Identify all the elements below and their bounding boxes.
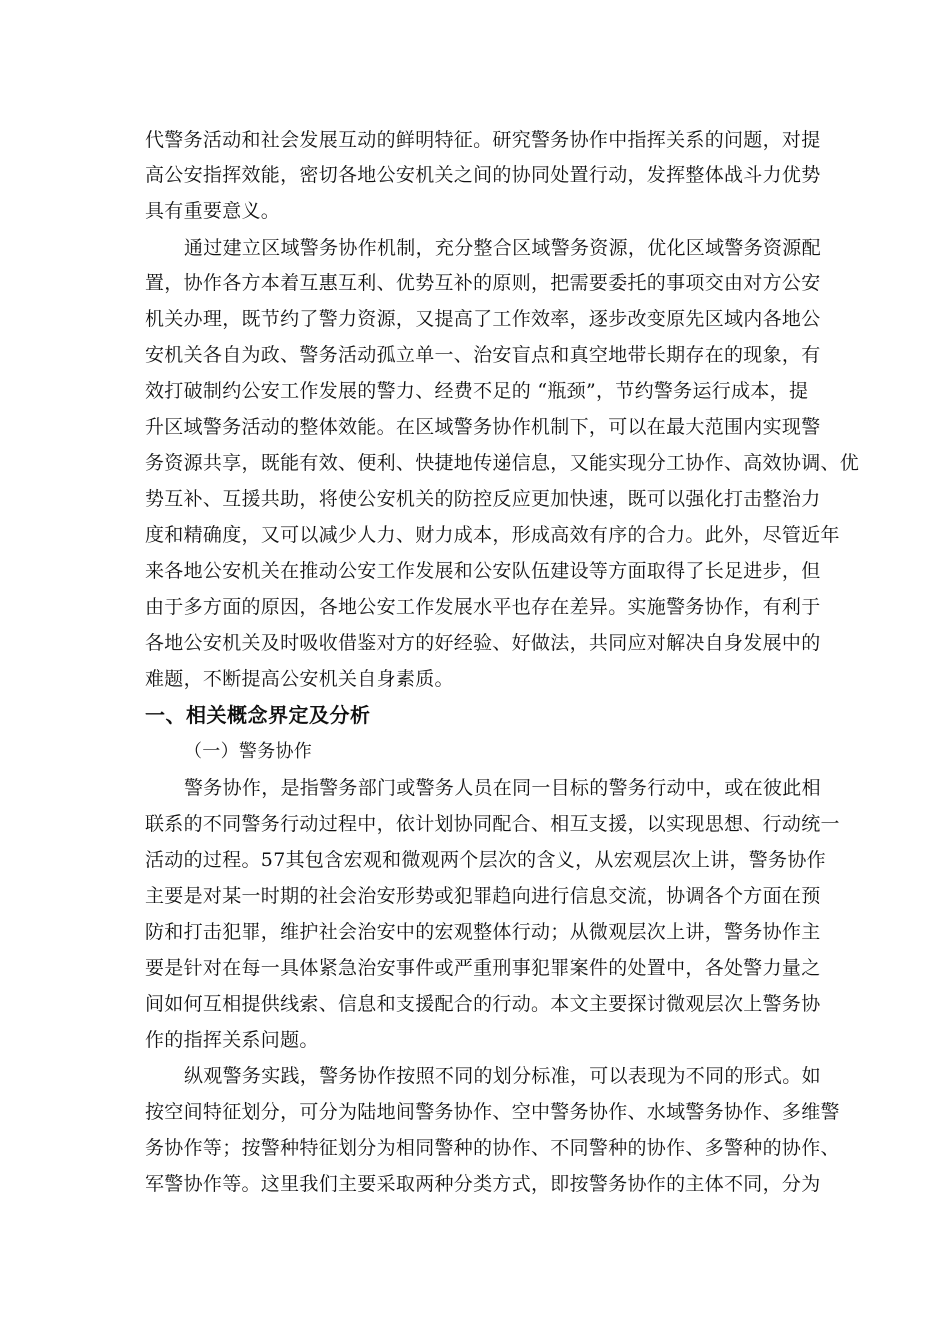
- text-line: 置，协作各方本着互惠互利、优势互补的原则，把需要委托的事项交由对方公安: [145, 272, 821, 294]
- text-line: 各地公安机关及时吸收借鉴对方的好经验、好做法，共同应对解决自身发展中的: [145, 632, 821, 654]
- text-line: 军警协作等。这里我们主要采取两种分类方式，即按警务协作的主体不同，分为: [145, 1173, 821, 1195]
- text-line: 来各地公安机关在推动公安工作发展和公安队伍建设等方面取得了长足进步，但: [145, 560, 821, 582]
- text-line: 防和打击犯罪，维护社会治安中的宏观整体行动；从微观层次上讲，警务协作主: [145, 921, 821, 943]
- text-line: 务协作等；按警种特征划分为相同警种的协作、不同警种的协作、多警种的协作、: [145, 1137, 840, 1159]
- text-line: 高公安指挥效能，密切各地公安机关之间的协同处置行动，发挥整体战斗力优势: [145, 164, 821, 186]
- text-line: 纵观警务实践，警务协作按照不同的划分标准，可以表现为不同的形式。如: [184, 1065, 821, 1087]
- text-line: 难题，不断提高公安机关自身素质。: [145, 668, 454, 690]
- text-line: 效打破制约公安工作发展的警力、经费不足的 “瓶颈”，节约警务运行成本，提: [145, 380, 809, 402]
- text-line: 升区域警务活动的整体效能。在区域警务协作机制下，可以在最大范围内实现警: [145, 416, 821, 438]
- text-line: 要是针对在每一具体紧急治安事件或严重刑事犯罪案件的处置中，各处警力量之: [145, 957, 821, 979]
- text-line: 具有重要意义。: [145, 200, 281, 222]
- text-line: 通过建立区域警务协作机制，充分整合区域警务资源，优化区域警务资源配: [184, 237, 821, 259]
- text-line: 联系的不同警务行动过程中，依计划协同配合、相互支援，以实现思想、行动统一: [145, 813, 840, 835]
- text-line: 机关办理，既节约了警力资源，又提高了工作效率，逐步改变原先区域内各地公: [145, 308, 821, 330]
- section-heading: 一、相关概念界定及分析: [145, 703, 371, 727]
- text-line: 安机关各自为政、警务活动孤立单一、治安盲点和真空地带长期存在的现象，有: [145, 344, 821, 366]
- text-line: 警务协作，是指警务部门或警务人员在同一目标的警务行动中，或在彼此相: [184, 777, 821, 799]
- text-line: 作的指挥关系问题。: [145, 1029, 319, 1051]
- text-line: 按空间特征划分，可分为陆地间警务协作、空中警务协作、水域警务协作、多维警: [145, 1101, 840, 1123]
- text-line: 由于多方面的原因，各地公安工作发展水平也存在差异。实施警务协作，有利于: [145, 596, 821, 618]
- text-line: 务资源共享，既能有效、便利、快捷地传递信息，又能实现分工协作、高效协调、优: [145, 452, 860, 474]
- text-line: 间如何互相提供线索、信息和支援配合的行动。本文主要探讨微观层次上警务协: [145, 993, 821, 1015]
- text-line: 代警务活动和社会发展互动的鲜明特征。研究警务协作中指挥关系的问题，对提: [145, 129, 821, 151]
- subsection-heading: （一）警务协作: [184, 741, 313, 762]
- text-line: 度和精确度，又可以减少人力、财力成本，形成高效有序的合力。此外，尽管近年: [145, 524, 840, 546]
- text-line: 势互补、互援共助，将使公安机关的防控反应更加快速，既可以强化打击整治力: [145, 488, 821, 510]
- text-line: 活动的过程。57其包含宏观和微观两个层次的含义，从宏观层次上讲，警务协作: [145, 849, 826, 871]
- text-line: 主要是对某一时期的社会治安形势或犯罪趋向进行信息交流，协调各个方面在预: [145, 885, 821, 907]
